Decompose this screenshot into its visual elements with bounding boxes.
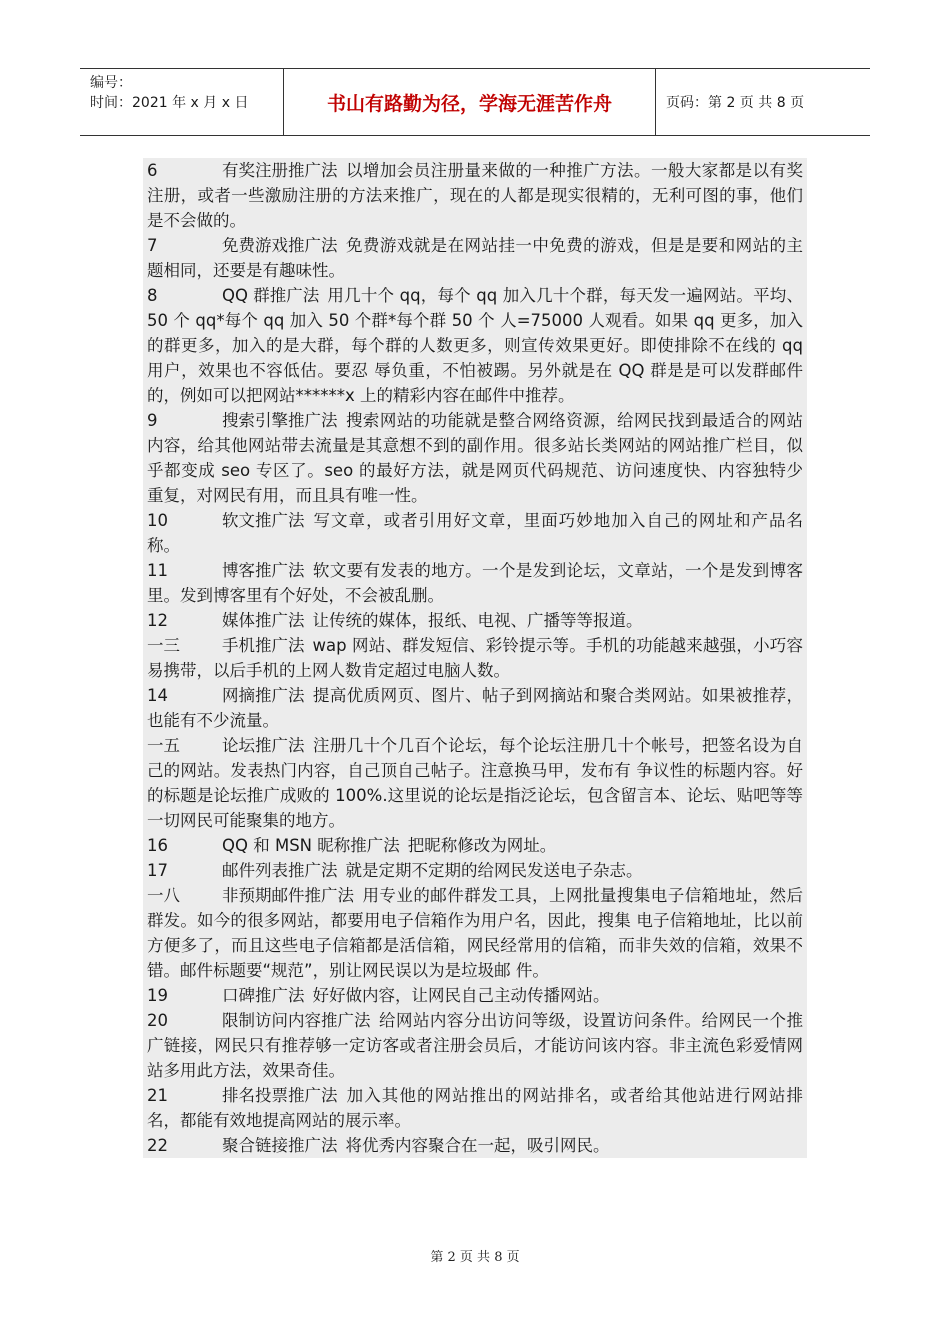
item-text: 好好做内容，让网民自己主动传播网站。 (312, 986, 610, 1005)
item-number: 10 (147, 511, 168, 530)
item-number: 一五 (147, 736, 180, 755)
header-date: 时间：2021 年 x 月 x 日 (90, 95, 249, 111)
item-number: 17 (147, 861, 168, 880)
item-number: 19 (147, 986, 168, 1005)
item-text: 提高优质网页、图片、帖子到网摘站和聚合类网站。如果被推荐，也能有不少流量。 (147, 686, 803, 730)
list-item (147, 833, 803, 858)
item-number: 11 (147, 561, 168, 580)
item-number: 7 (147, 236, 158, 255)
list-item (147, 1133, 803, 1158)
item-text: 搜索网站的功能就是整合网络资源，给网民找到最适合的网站内容，给其他网站带去流量是其意想不到的副作用。很多站长类网站的网站推广栏目，似乎都变成 seo 专区了。seo 的最好方法，就是网页代码规范、访问速度快、内容独特少 重复，对网民有用，而且具有唯一性。 (147, 411, 803, 505)
list-item (147, 233, 803, 283)
list-item (147, 283, 803, 408)
item-text: 将优秀内容聚合在一起，吸引网民。 (345, 1136, 610, 1155)
item-number: 14 (147, 686, 168, 705)
list-item (147, 508, 803, 558)
item-text: 把昵称修改为网址。 (407, 836, 557, 855)
item-text: 加入其他的网站推出的网站排名，或者给其他站进行网站排名，都能有效地提高网站的展示率。 (147, 1086, 803, 1130)
item-number: 一八 (147, 886, 180, 905)
item-text: 注册几十个几百个论坛，每个论坛注册几十个帐号，把签名设为自己的网站。发表热门内容，自己顶自己帖子。注意换马甲，发布有 争议性的标题内容。好的标题是论坛推广成败的 100%.这里说的论坛是指泛论坛，包含留言本、论坛、贴吧等等一切网民可能聚集的地方。 (147, 736, 803, 830)
list-item (147, 858, 803, 883)
item-title: 手机推广法 (222, 636, 305, 655)
item-number: 22 (147, 1136, 168, 1155)
item-title: 邮件列表推广法 (222, 861, 338, 880)
list-item (147, 883, 803, 983)
header-number: 编号： (90, 75, 132, 91)
item-text: 软文要有发表的地方。一个是发到论坛，文章站，一个是发到博客里。发到博客里有个好处，不会被乱删。 (147, 561, 803, 605)
list-item (147, 608, 803, 633)
item-title: 博客推广法 (222, 561, 305, 580)
item-text: 免费游戏就是在网站挂一中免费的游戏，但是是要和网站的主题相同，还要是有趣味性。 (147, 236, 803, 280)
item-number: 16 (147, 836, 168, 855)
header-meta (80, 69, 284, 135)
page-header (80, 68, 870, 136)
item-title: QQ 群推广法 (222, 286, 320, 305)
item-text: 给网站内容分出访问等级，设置访问条件。给网民一个推广链接，网民只有推荐够一定访客或者注册会员后，才能访问该内容。非主流色彩爱情网站多用此方法，效果奇佳。 (147, 1011, 803, 1080)
list-item (147, 1008, 803, 1083)
item-title: 软文推广法 (222, 511, 305, 530)
item-text: 用专业的邮件群发工具，上网批量搜集电子信箱地址，然后群发。如今的很多网站，都要用电子信箱作为用户名，因此，搜集 电子信箱地址，比以前方便多了，而且这些电子信箱都是活信箱，网民经常用的信箱，而非失效的信箱，效果不错。邮件标题要“规范”，别让网民误以为是垃圾邮 件。 (147, 886, 803, 980)
item-text: 让传统的媒体，报纸、电视、广播等等报道。 (312, 611, 643, 630)
list-item (147, 633, 803, 683)
item-number: 8 (147, 286, 158, 305)
item-title: 排名投票推广法 (222, 1086, 338, 1105)
item-title: 非预期邮件推广法 (222, 886, 354, 905)
list-item (147, 733, 803, 833)
list-item (147, 683, 803, 733)
item-title: 媒体推广法 (222, 611, 305, 630)
item-text: 写文章，或者引用好文章，里面巧妙地加入自己的网址和产品名称。 (147, 511, 803, 555)
item-number: 12 (147, 611, 168, 630)
list-item (147, 158, 803, 233)
list-item (147, 408, 803, 508)
item-title: 论坛推广法 (222, 736, 305, 755)
item-title: 有奖注册推广法 (222, 161, 338, 180)
item-number: 21 (147, 1086, 168, 1105)
list-item (147, 1083, 803, 1133)
item-title: 免费游戏推广法 (222, 236, 338, 255)
item-number: 9 (147, 411, 158, 430)
item-text: 就是定期不定期的给网民发送电子杂志。 (345, 861, 643, 880)
item-title: 搜索引擎推广法 (222, 411, 338, 430)
item-text: 以增加会员注册量来做的一种推广方法。一般大家都是以有奖注册，或者一些激励注册的方法来推广，现在的人都是现实很精的，无利可图的事，他们是不会做的。 (147, 161, 803, 230)
item-title: 口碑推广法 (222, 986, 305, 1005)
list-item (147, 558, 803, 608)
document-body (143, 158, 807, 1158)
item-number: 20 (147, 1011, 168, 1030)
item-title: 限制访问内容推广法 (222, 1011, 371, 1030)
item-title: 聚合链接推广法 (222, 1136, 338, 1155)
item-number: 6 (147, 161, 158, 180)
item-title: QQ 和 MSN 昵称推广法 (222, 836, 400, 855)
item-text: wap 网站、群发短信、彩铃提示等。手机的功能越来越强，小巧容易携带，以后手机的上网人数肯定超过电脑人数。 (147, 636, 803, 680)
item-number: 一三 (147, 636, 180, 655)
page-footer: 第 2 页 共 8 页 (430, 1250, 520, 1265)
header-motto: 书山有路勤为径，学海无涯苦作舟 (284, 69, 656, 135)
header-page-info: 页码：第 2 页 共 8 页 (666, 95, 805, 111)
item-title: 网摘推广法 (222, 686, 305, 705)
item-text: 用几十个 qq，每个 qq 加入几十个群，每天发一遍网站。平均、50 个 qq*每个 qq 加入 50 个群*每个群 50 个 人=75000 人观看。如果 qq 更多，加入的群更多，加入的是大群，每个群的人数更多，则宣传效果更好。即使排除不在线的 qq 用户，效果也不容低估。要忍 辱负重，不怕被踢。另外就是在 QQ 群是是可以发群邮件的，例如可以把网站******x 上的精彩内容在邮件中推荐。 (147, 286, 803, 405)
list-item (147, 983, 803, 1008)
